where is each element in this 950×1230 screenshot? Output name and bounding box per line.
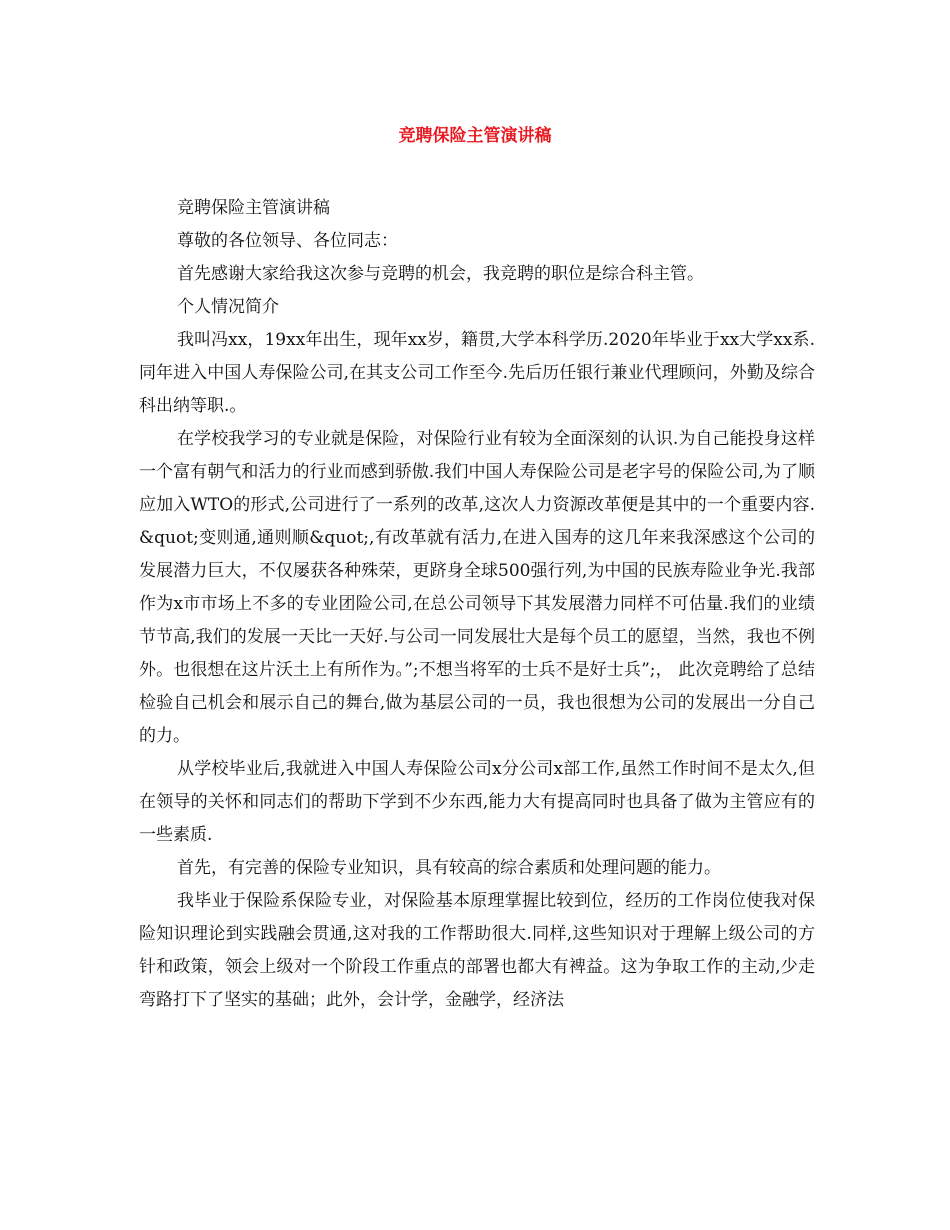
paragraph-salutation: 尊敬的各位领导、各位同志：	[177, 231, 398, 251]
paragraph-intro: 我叫冯xx，19xx年出生，现年xx岁，籍贯,大学本科学历.2020年毕业于xx大学xx系.同年进入中国人寿保险公司,在其支公司工作至今.先后历任银行兼业代理顾问，外勤及综合科出纳等职.。	[139, 330, 815, 416]
document-body	[139, 192, 815, 1017]
paragraph-heading: 竞聘保险主管演讲稿	[177, 198, 330, 218]
paragraph-section-title: 个人情况简介	[177, 297, 279, 317]
document-title: 竞聘保险主管演讲稿	[398, 126, 552, 146]
paragraph-first-point: 首先，有完善的保险专业知识，具有较高的综合素质和处理问题的能力。	[177, 858, 721, 878]
paragraph-profession: 在学校我学习的专业就是保险，对保险行业有较为全面深刻的认识.为自己能投身这样一个富有朝气和活力的行业而感到骄傲.我们中国人寿保险公司是老字号的保险公司,为了顺应加入WTO的形式,公司进行了一系列的改革,这次人力资源改革便是其中的一个重要内容.&quot;变则通,通则顺&quot;,有改革就有活力,在进入国寿的这几年来我深感这个公司的发展潜力巨大，不仅屡获各种殊荣，更跻身全球500强行列,为中国的民族寿险业争光.我部作为x市市场上不多的专业团险公司,在总公司领导下其发展潜力同样不可估量.我们的业绩节节高,我们的发展一天比一天好.与公司一同发展壮大是每个员工的愿望，当然，我也不例外。也很想在这片沃土上有所作为。”;不想当将军的士兵不是好士兵”;， 此次竞聘给了总结检验自己机会和展示自己的舞台,做为基层公司的一员，我也很想为公司的发展出一分自己的力。	[139, 429, 815, 746]
paragraph-thanks: 首先感谢大家给我这次参与竞聘的机会，我竞聘的职位是综合科主管。	[177, 264, 704, 284]
paragraph-knowledge: 我毕业于保险系保险专业，对保险基本原理掌握比较到位，经历的工作岗位使我对保险知识理论到实践融会贯通,这对我的工作帮助很大.同样,这些知识对于理解上级公司的方针和政策，领会上级对一个阶段工作重点的部署也都大有裨益。这为争取工作的主动,少走弯路打下了坚实的基础；此外，会计学，金融学，经济法	[139, 891, 815, 1010]
paragraph-experience: 从学校毕业后,我就进入中国人寿保险公司x分公司x部工作,虽然工作时间不是太久,但在领导的关怀和同志们的帮助下学到不少东西,能力大有提高同时也具备了做为主管应有的一些素质.	[139, 759, 815, 845]
